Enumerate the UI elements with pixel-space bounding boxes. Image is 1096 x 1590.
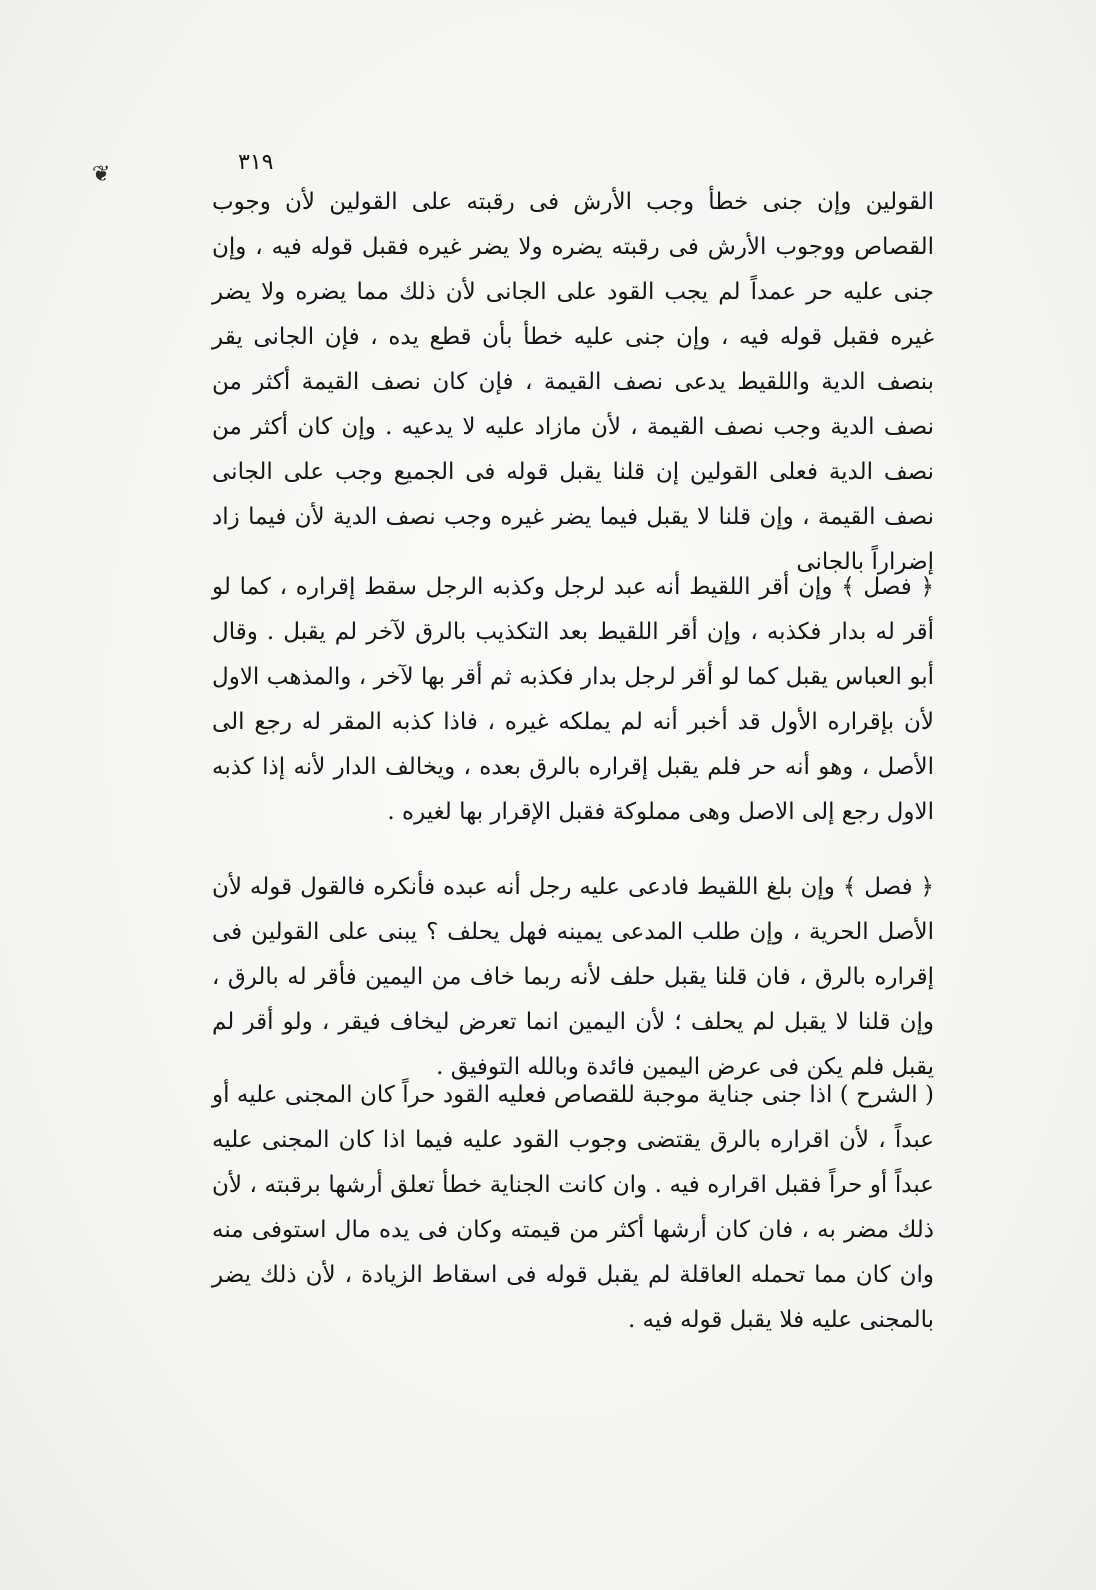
paragraph: ﴿ فصل ﴾ وإن بلغ اللقيط فادعى عليه رجل أنه عبده فأنكره فالقول قوله لأن الأصل الحرية ، وإن طلب المدعى يمينه فهل يحلف ؟ يبنى على القولين فى إقراره بالرق ، فان قلنا يقبل حلف لأنه ربما خاف من اليمين فأقر له بالرق ، وإن قلنا لا يقبل لم يحلف ؛ لأن اليمين انما تعرض ليخاف فيقر ، ولو أقر لم يقبل فلم يكن فى عرض اليمين فائدة وبالله التوفيق .	[212, 874, 934, 1080]
paragraph-block-2	[212, 565, 934, 835]
paragraph-block-1	[212, 180, 934, 585]
paragraph: ﴿ فصل ﴾ وإن أقر اللقيط أنه عبد لرجل وكذبه الرجل سقط إقراره ، كما لو أقر له بدار فكذبه ، وإن أقر اللقيط بعد التكذيب بالرق لآخر لم يقبل . وقال أبو العباس يقبل كما لو أقر لرجل بدار فكذبه ثم أقر بها لآخر ، والمذهب الاول لأن بإقراره الأول قد أخبر أنه لم يملكه غيره ، فاذا كذبه المقر له رجع الى الأصل ، وهو أنه حر فلم يقبل إقراره بالرق بعده ، ويخالف الدار لأنه إذا كذبه الاول رجع إلى الاصل وهى مملوكة فقبل الإقرار بها لغيره .	[212, 574, 934, 825]
commentary-paragraph: ( الشرح ) اذا جنى جناية موجبة للقصاص فعليه القود حراً كان المجنى عليه أو عبداً ، لأن اقراره بالرق يقتضى وجوب القود عليه فيما اذا كان المجنى عليه عبداً أو حراً فقبل اقراره فيه . وان كانت الجناية خطأ تعلق أرشها برقبته ، لأن ذلك مضر به ، فان كان أرشها أكثر من قيمته وكان فى يده مال استوفى منه وان كان مما تحمله العاقلة لم يقبل قوله فى اسقاط الزيادة ، لأن ذلك يضر بالمجنى عليه فلا يقبل قوله فيه .	[212, 1082, 934, 1333]
page-number: ٣١٩	[238, 150, 274, 175]
margin-ornament-icon: ❦	[92, 162, 111, 187]
paragraph: القولين وإن جنى خطأ وجب الأرش فى رقبته على القولين لأن وجوب القصاص ووجوب الأرش فى رقبته يضره ولا يضر غيره فقبل قوله فيه ، وإن جنى عليه حر عمداً لم يجب القود على الجانى لأن ذلك مما يضره ولا يضر غيره فقبل قوله فيه ، وإن جنى عليه خطأ بأن قطع يده ، فإن الجانى يقر بنصف الدية واللقيط يدعى نصف القيمة ، فإن كان نصف القيمة أكثر من نصف الدية وجب نصف القيمة ، لأن مازاد عليه لا يدعيه . وإن كان أكثر من نصف الدية فعلى القولين إن قلنا يقبل قوله فى الجميع وجب على الجانى نصف القيمة ، وإن قلنا لا يقبل فيما يضر غيره وجب نصف الدية لأن فيما زاد إضراراً بالجانى	[212, 189, 934, 575]
paragraph-block-3	[212, 865, 934, 1090]
commentary-block	[212, 1073, 934, 1343]
